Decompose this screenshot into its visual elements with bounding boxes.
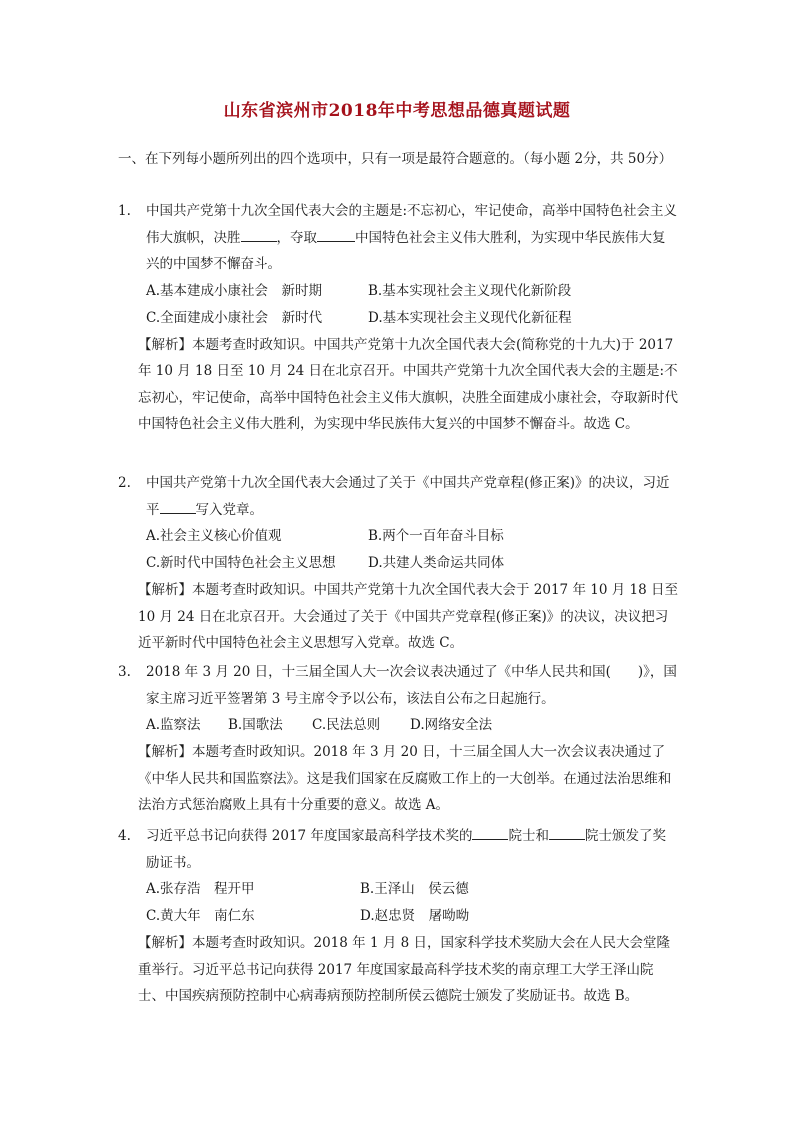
analysis-text: 【解析】本题考查时政知识。2018 年 3 月 20 日，十三届全国人大一次会议表决通过了《中华人民共和国监察法》。这是我们国家在反腐败工作上的一大创举。在通过法治思维和法治方式惩治腐败上具有十分重要的意义。故选 A。 [138, 744, 672, 813]
answer-blank [241, 225, 277, 242]
options-row [146, 523, 678, 550]
option-c: C.新时代中国特色社会主义思想 [146, 555, 336, 571]
analysis-text: 【解析】本题考查时政知识。2018 年 1 月 8 日，国家科学技术奖励大会在人民大会堂隆重举行。习近平总书记向获得 2017 年度国家最高科学技术奖的南京理工大学王泽山院士、中国疾病预防控制中心病毒病预防控制所侯云德院士颁发了奖励证书。故选 B。 [138, 935, 670, 1004]
option-c: C.民法总则 [312, 717, 381, 733]
option-b: B.基本实现社会主义现代化新阶段 [368, 282, 572, 299]
question-stem: 2018 年 3 月 20 日，十三届全国人大一次会议表决通过了《中华人民共和国( )》，国家主席习近平签署第 3 号主席令予以公布，该法自公布之日起施行。 [146, 664, 677, 707]
document-title: 山东省滨州市2018年中考思想品德真题试题 [223, 101, 571, 121]
question-number: 2. [118, 475, 131, 491]
options-row [146, 903, 678, 930]
option-a: A.基本建成小康社会 新时期 [146, 282, 323, 299]
question-number: 4. [118, 828, 131, 844]
option-b: B.两个一百年奋斗目标 [368, 528, 504, 544]
options-row [146, 550, 678, 577]
option-c: C.黄大年 南仁东 [146, 908, 255, 924]
option-d: D.共建人类命运共同体 [368, 555, 505, 571]
analysis-text: 【解析】本题考查时政知识。中国共产党第十九次全国代表大会于 2017 年 10 月 18 日至 10 月 24 日在北京召开。大会通过了关于《中国共产党章程(修正案)》的决议，决议把习近平新时代中国特色社会主义思想写入党章。故选 C。 [138, 582, 678, 651]
answer-blank [549, 823, 585, 840]
options-row [146, 278, 678, 305]
question-4 [118, 823, 678, 1010]
question-number: 3. [118, 664, 131, 680]
answer-blank [472, 823, 508, 840]
options-row [146, 712, 678, 739]
option-b: B.国歌法 [228, 717, 283, 733]
question-1 [118, 198, 678, 438]
option-b: B.王泽山 侯云德 [360, 881, 469, 897]
answer-blank [317, 225, 355, 242]
question-number: 1. [118, 203, 131, 219]
question-stem: 习近平总书记向获得 2017 年度国家最高科学技术奖的 院士和 院士颁发了奖励证书。 [146, 823, 678, 876]
option-a: A.社会主义核心价值观 [146, 528, 282, 544]
options-row [146, 305, 678, 332]
question-2 [118, 470, 678, 657]
section-instruction: 一、在下列每小题所列出的四个选项中，只有一项是最符合题意的。（每小题 2分，共 50分） [118, 151, 673, 167]
option-d: D.基本实现社会主义现代化新征程 [368, 309, 572, 326]
option-d: D.网络安全法 [410, 717, 493, 733]
option-a: A.监察法 [146, 717, 201, 733]
question-stem: 中国共产党第十九次全国代表大会通过了关于《中国共产党章程(修正案)》的决议，习近平 写入党章。 [146, 475, 670, 518]
option-c: C.全面建成小康社会 新时代 [146, 309, 323, 326]
option-a: A.张存浩 程开甲 [146, 881, 255, 897]
question-3 [118, 659, 678, 819]
question-stem: 中国共产党第十九次全国代表大会的主题是:不忘初心，牢记使命，高举中国特色社会主义伟大旗帜，决胜 ，夺取 中国特色社会主义伟大胜利，为实现中华民族伟大复兴的中国梦不懈奋斗。 [146, 203, 678, 272]
options-row [146, 876, 678, 903]
analysis-text: 【解析】本题考查时政知识。中国共产党第十九次全国代表大会(简称党的十九大)于 2017 年 10 月 18 日至 10 月 24 日在北京召开。中国共产党第十九次全国代表大会的主题是:不忘初心，牢记使命，高举中国特色社会主义伟大旗帜，决胜全面建成小康社会，夺取新时代中国特色社会主义伟大胜利，为实现中华民族伟大复兴的中国梦不懈奋斗。故选 C。 [138, 336, 678, 432]
option-d: D.赵忠贤 屠呦呦 [360, 908, 470, 924]
answer-blank [160, 497, 196, 514]
